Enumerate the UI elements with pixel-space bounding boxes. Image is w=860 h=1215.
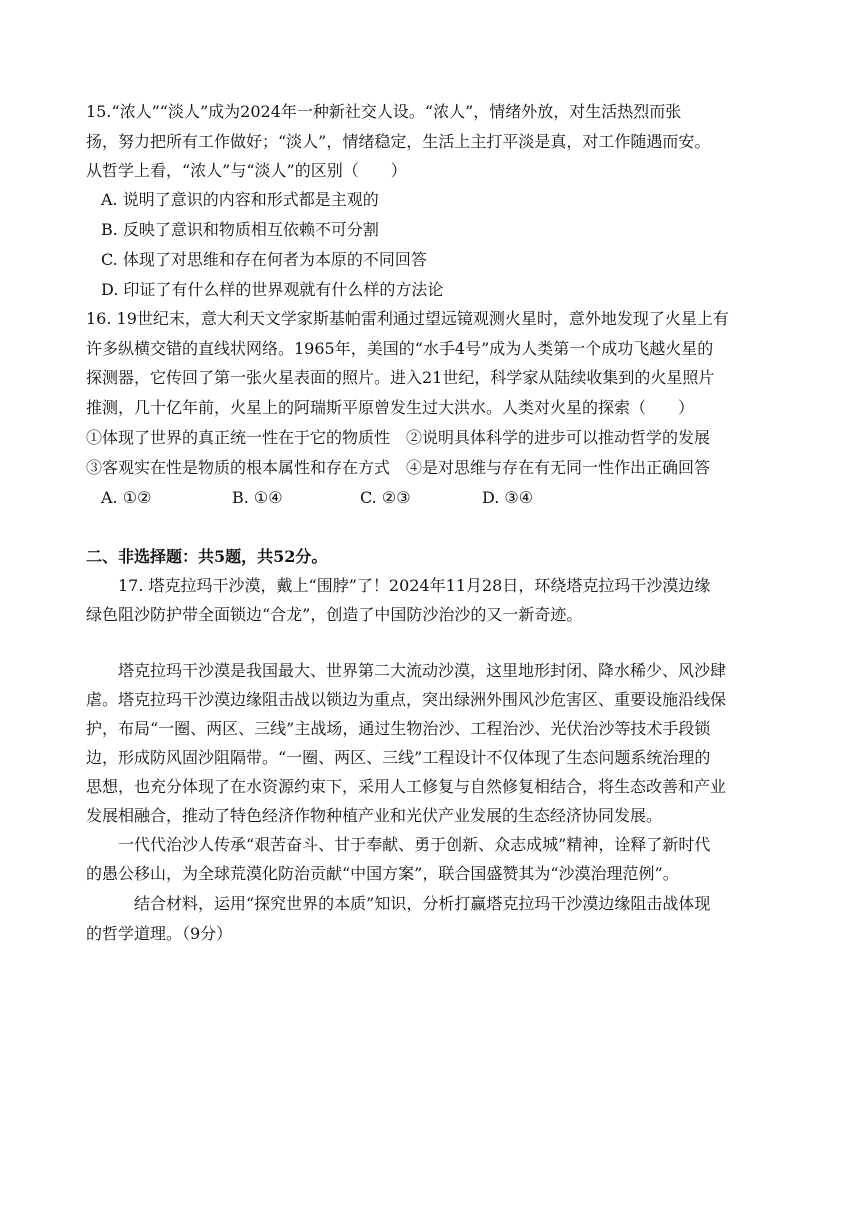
q15-stem-line-2: 扬，努力把所有工作做好；“淡人”，情绪稳定，生活上主打平淡是真，对工作随遇而安。 — [86, 132, 711, 151]
q17-para-3-line-2: 的愚公移山，为全球荒漠化防治贡献“中国方案”，联合国盛赞其为“沙漠治理范例”。 — [86, 864, 679, 883]
q17-para-2-line-3: 护，布局“一圈、两区、三线”主战场，通过生物治沙、工程治沙、光伏治沙等技术手段锁 — [86, 719, 711, 738]
q15-stem-line-1: 15.“浓人”“淡人”成为2024年一种新社交人设。“浓人”，情绪外放，对生活热烈而张 — [86, 102, 682, 121]
q16-statements-1-2: ①体现了世界的真正统一性在于它的物质性 ②说明具体科学的进步可以推动哲学的发展 — [86, 428, 711, 447]
q17-para-2-line-4: 边，形成防风固沙阻隔带。“一圈、两区、三线”工程设计不仅体现了生态问题系统治理的 — [86, 748, 711, 767]
q15-option-c: C. 体现了对思维和存在何者为本原的不同回答 — [101, 250, 427, 269]
q17-para-2-line-2: 虐。塔克拉玛干沙漠边缘阻击战以锁边为重点，突出绿洲外围风沙危害区、重要设施沿线保 — [86, 690, 727, 709]
q16-choice-b: B. ①④ — [232, 488, 283, 507]
section-heading: 二、非选择题：共5题，共52分。 — [86, 547, 328, 566]
q17-para-2-line-1: 塔克拉玛干沙漠是我国最大、世界第二大流动沙漠，这里地形封闭、降水稀少、风沙肆 — [118, 661, 727, 680]
q16-statements-3-4: ③客观实在性是物质的根本属性和存在方式 ④是对思维与存在有无同一性作出正确回答 — [86, 458, 711, 477]
q16-stem-line-4: 推测，几十亿年前，火星上的阿瑞斯平原曾发生过大洪水。人类对火星的探索（ ） — [86, 398, 695, 417]
q16-choice-a: A. ①② — [101, 488, 152, 507]
q16-stem-line-3: 探测器，它传回了第一张火星表面的照片。进入21世纪，科学家从陆续收集到的火星照片 — [86, 368, 715, 387]
q17-task-line-2: 的哲学道理。（9分） — [86, 924, 233, 943]
q15-option-a: A. 说明了意识的内容和形式都是主观的 — [101, 190, 379, 209]
q17-para-2-line-6: 发展相融合，推动了特色经济作物种植产业和光伏产业发展的生态经济协同发展。 — [86, 806, 663, 825]
q17-task-line-1: 结合材料，运用“探究世界的本质”知识，分析打赢塔克拉玛干沙漠边缘阻击战体现 — [134, 894, 711, 913]
q15-stem-line-3: 从哲学上看，“浓人”与“淡人”的区别（ ） — [86, 161, 407, 180]
q17-para-1-line-2: 绿色阻沙防护带全面锁边“合龙”，创造了中国防沙治沙的又一新奇迹。 — [86, 605, 583, 624]
q17-para-2-line-5: 思想，也充分体现了在水资源约束下，采用人工修复与自然修复相结合，将生态改善和产业 — [86, 777, 727, 796]
q17-para-3-line-1: 一代代治沙人传承“艰苦奋斗、甘于奉献、勇于创新、众志成城”精神，诠释了新时代 — [118, 835, 711, 854]
q16-stem-line-1: 16. 19世纪末，意大利天文学家斯基帕雷利通过望远镜观测火星时，意外地发现了火星上有 — [86, 309, 729, 328]
q15-option-d: D. 印证了有什么样的世界观就有什么样的方法论 — [101, 280, 444, 299]
q16-choice-c: C. ②③ — [360, 488, 411, 507]
q17-para-1-line-1: 17. 塔克拉玛干沙漠，戴上“围脖”了！2024年11月28日，环绕塔克拉玛干沙漠边缘 — [118, 576, 711, 595]
q15-option-b: B. 反映了意识和物质相互依赖不可分割 — [101, 220, 379, 239]
q16-choice-d: D. ③④ — [482, 488, 534, 507]
q16-stem-line-2: 许多纵横交错的直线状网络。1965年，美国的“水手4号”成为人类第一个成功飞越火星的 — [86, 339, 714, 358]
